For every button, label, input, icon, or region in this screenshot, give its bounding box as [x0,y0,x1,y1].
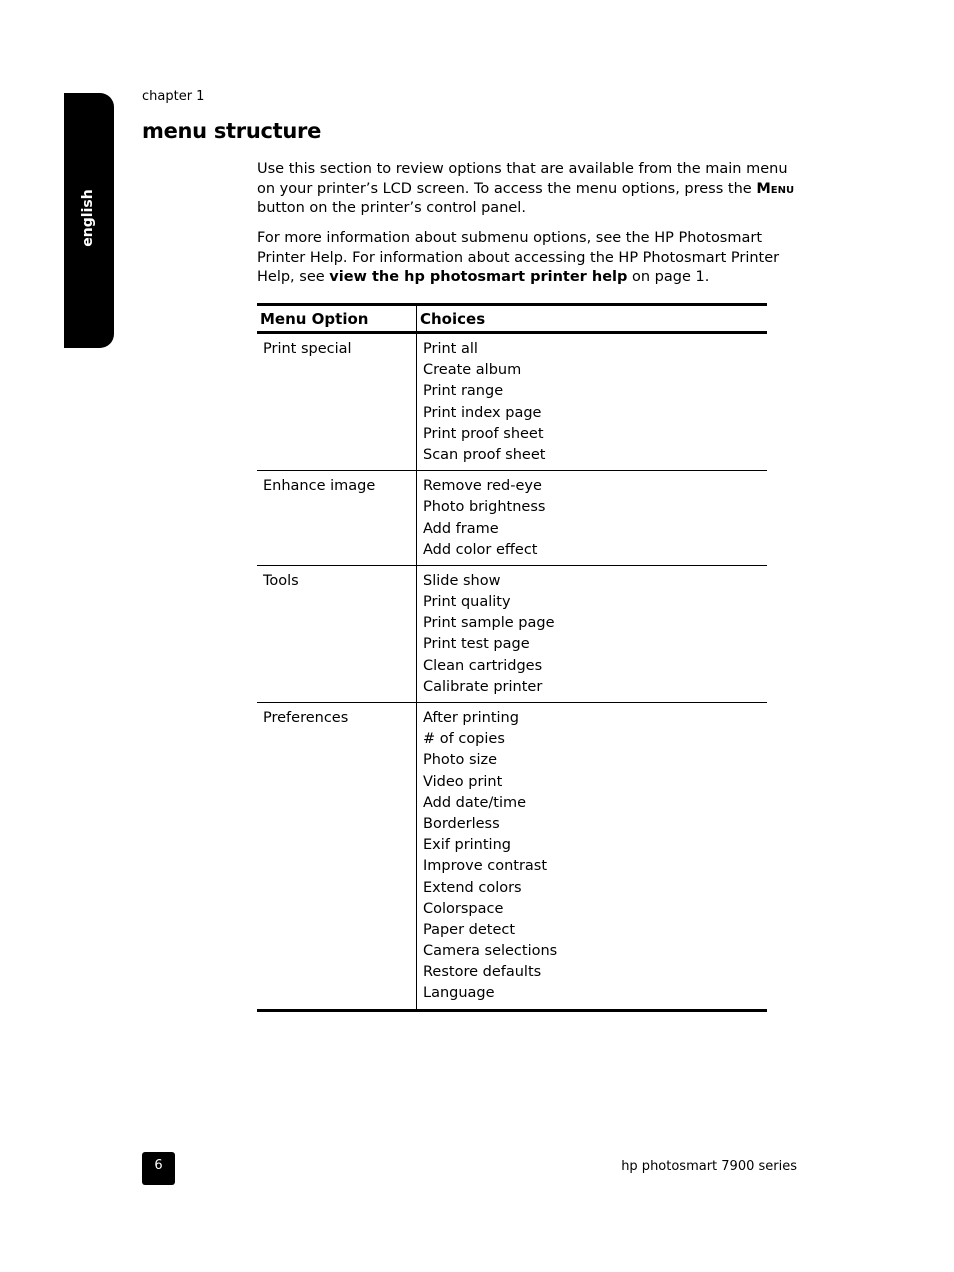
choice-item: Borderless [423,815,500,832]
choice-item: Print sample page [423,615,555,632]
choice-item: Add frame [423,520,499,537]
choice-item: Print test page [423,636,530,653]
intro-text: on page 1. [627,269,710,286]
choice-item: Slide show [423,572,501,589]
menu-option-cell [257,703,417,1011]
column-header-choices: Choices [417,305,768,333]
choice-item: Remove red-eye [423,478,542,495]
choice-item: Print proof sheet [423,425,544,442]
menu-option-cell [257,471,417,566]
menu-button-name: Menu [756,180,795,197]
choice-item: Add date/time [423,794,527,811]
menu-structure-table [257,303,767,1012]
menu-option-label: Print special [263,341,352,357]
page-number-badge: 6 [142,1152,175,1185]
menu-option-label: Tools [263,572,299,589]
choices-cell [417,471,768,566]
help-reference-link[interactable]: view the hp photosmart printer help [329,269,628,286]
choice-item: Print quality [423,594,511,611]
choices-cell [417,703,768,1011]
choice-item: Colorspace [423,900,504,917]
menu-option-label: Enhance image [263,478,376,495]
page-title: menu structure [142,119,322,143]
table-row [257,471,767,566]
column-header-menu-option: Menu Option [257,305,417,333]
choice-item: Camera selections [423,943,558,960]
menu-option-cell [257,565,417,702]
choice-item: After printing [423,710,519,726]
menu-option-label: Preferences [263,710,349,726]
choice-item: Print index page [423,404,542,421]
menu-option-cell [257,333,417,471]
intro-text: For more information about submenu options, see the HP Photosmart Printer Help. For information about accessing the HP Photosmart Printer Help, see [257,230,780,286]
intro-text: Use this section to review options that are available from the main menu on your printer’s LCD screen. To access the menu options, press the [257,161,788,197]
choice-item: Photo brightness [423,499,546,516]
table-row [257,333,767,471]
intro-text: button on the printer’s control panel. [257,200,526,217]
choice-item: Scan proof sheet [423,446,546,463]
choice-item: Print all [423,341,478,357]
choice-item: Paper detect [423,921,516,938]
intro-paragraph-2 [257,229,797,288]
side-tab-label: english [80,189,96,247]
choice-item: Restore defaults [423,964,542,981]
choice-item: Exif printing [423,837,511,854]
table-header-row [257,305,767,333]
choice-item: Improve contrast [423,858,548,875]
table-row [257,565,767,702]
choice-item: Extend colors [423,879,522,896]
choice-item: Calibrate printer [423,678,543,695]
choices-cell [417,565,768,702]
chapter-label: chapter 1 [142,89,205,104]
choice-item: Language [423,985,495,1002]
choice-item: Photo size [423,752,498,769]
choice-item: Print range [423,383,504,400]
choices-cell [417,333,768,471]
choice-item: Clean cartridges [423,657,543,674]
table-body [257,333,767,1011]
intro-paragraph-1 [257,160,797,219]
table-row [257,703,767,1011]
footer-product-name: hp photosmart 7900 series [621,1159,797,1174]
choice-item: # of copies [423,731,505,748]
choice-item: Create album [423,362,522,379]
choice-item: Add color effect [423,541,538,558]
choice-item: Video print [423,773,503,790]
